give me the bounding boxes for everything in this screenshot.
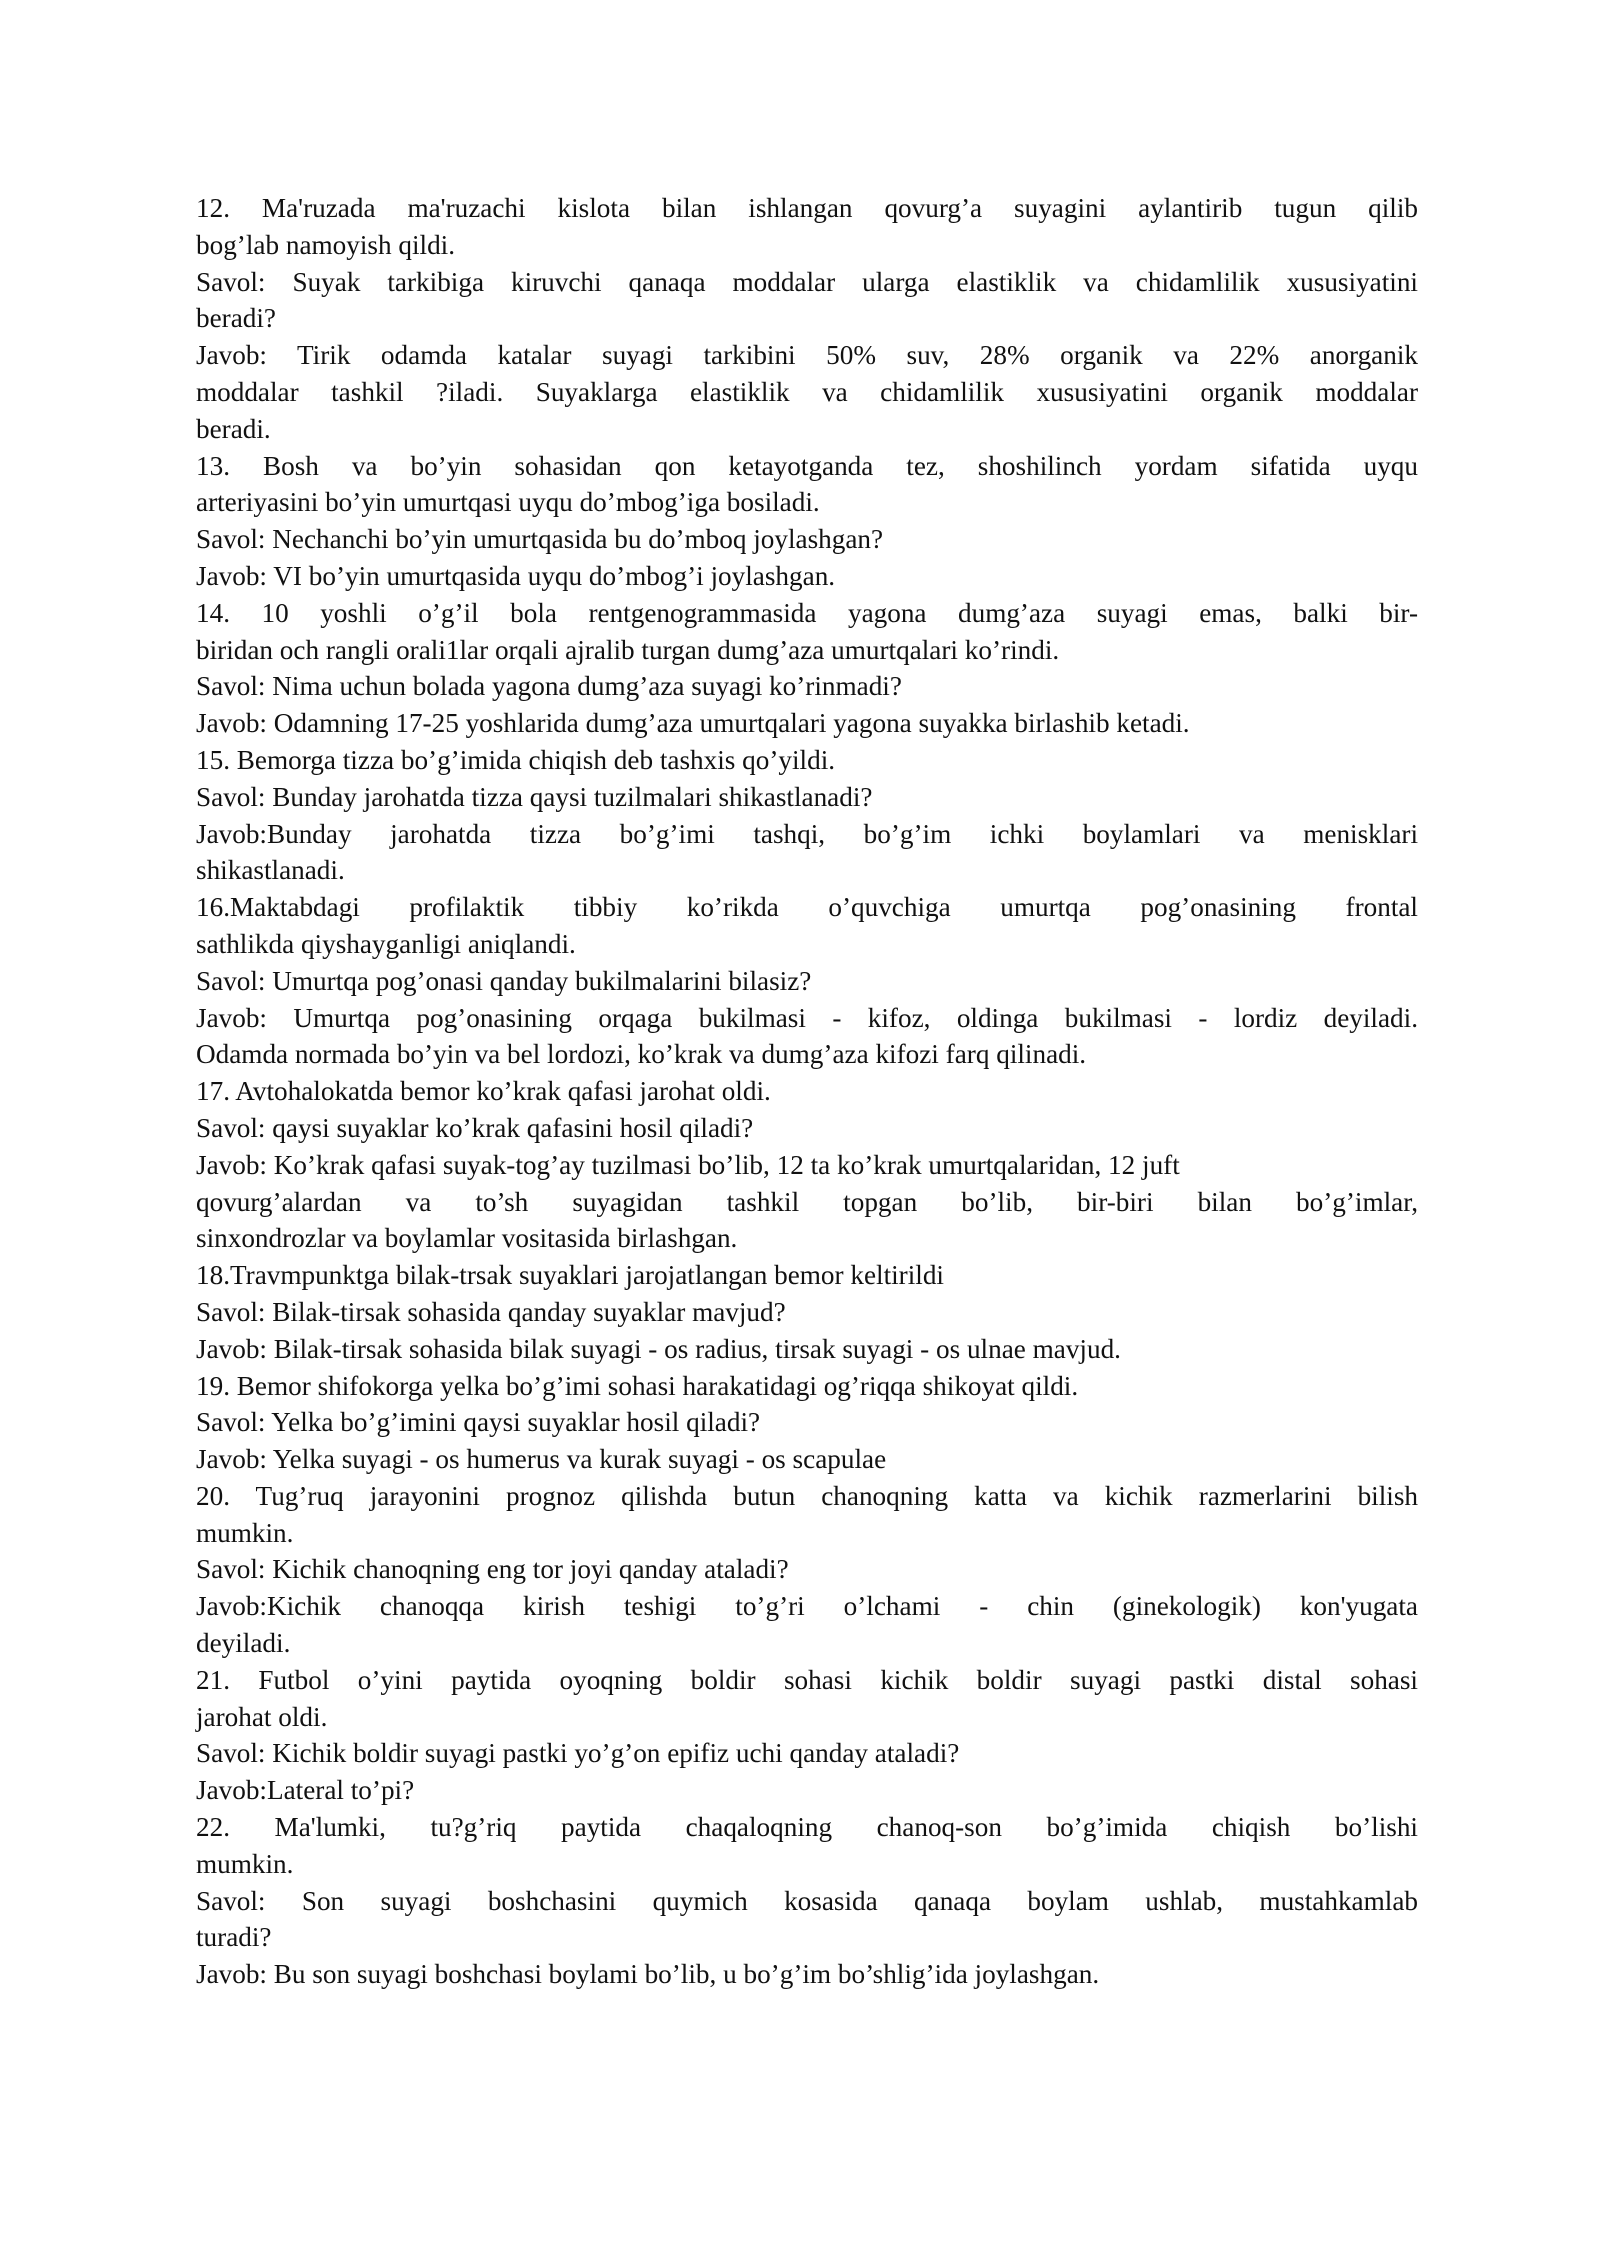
text-line: 20. Tug’ruq jarayonini prognoz qilishda butun chanoqning katta va kichik razmerlarini bilish (196, 1480, 1418, 1511)
text-line: Savol: qaysi suyaklar ko’krak qafasini hosil qiladi? (196, 1112, 754, 1143)
text-line: Javob: Yelka suyagi - os humerus va kurak suyagi - os scapulae (196, 1444, 887, 1475)
text-line: Savol: Suyak tarkibiga kiruvchi qanaqa moddalar ularga elastiklik va chidamlilik xususiyatini (196, 266, 1418, 297)
text-line: turadi? (196, 1922, 272, 1953)
text-line: Savol: Nechanchi bo’yin umurtqasida bu do’mboq joylashgan? (196, 524, 884, 555)
text-line: moddalar tashkil ?iladi. Suyaklarga elastiklik va chidamlilik xususiyatini organik moddalar (196, 376, 1418, 407)
text-line: beradi? (196, 303, 276, 334)
text-line: arteriyasini bo’yin umurtqasi uyqu do’mbog’iga bosiladi. (196, 487, 820, 518)
text-line: Javob: Bilak-tirsak sohasida bilak suyagi - os radius, tirsak suyagi - os ulnae mavjud. (196, 1333, 1121, 1364)
text-line: 19. Bemor shifokorga yelka bo’g’imi sohasi harakatidagi og’riqqa shikoyat qildi. (196, 1370, 1079, 1401)
text-line: Javob: Bu son suyagi boshchasi boylami bo’lib, u bo’g’im bo’shlig’ida joylashgan. (196, 1959, 1100, 1990)
text-line: mumkin. (196, 1517, 294, 1548)
text-line: 13. Bosh va bo’yin sohasidan qon ketayotganda tez, shoshilinch yordam sifatida uyqu (196, 450, 1418, 481)
text-line: sinxondrozlar va boylamlar vositasida birlashgan. (196, 1223, 738, 1254)
text-line: 14. 10 yoshli o’g’il bola rentgenogrammasida yagona dumg’aza suyagi emas, balki bir- (196, 597, 1418, 628)
text-line: Javob:Lateral to’pi? (196, 1775, 415, 1806)
text-line: Savol: Kichik boldir suyagi pastki yo’g’on epifiz uchi qanday ataladi? (196, 1738, 960, 1769)
text-line: bog’lab namoyish qildi. (196, 229, 456, 260)
text-line: Javob: VI bo’yin umurtqasida uyqu do’mbog’i joylashgan. (196, 560, 836, 591)
text-line: Savol: Kichik chanoqning eng tor joyi qanday ataladi? (196, 1554, 789, 1585)
text-line: biridan och rangli orali1lar orqali ajralib turgan dumg’aza umurtqalari ko’rindi. (196, 634, 1060, 665)
text-line: 16.Maktabdagi profilaktik tibbiy ko’rikda o’quvchiga umurtqa pog’onasining frontal (196, 892, 1418, 923)
text-line: 12. Ma'ruzada ma'ruzachi kislota bilan ishlangan qovurg’a suyagini aylantirib tugun qilib (196, 193, 1418, 223)
text-line: Savol: Son suyagi boshchasini quymich kosasida qanaqa boylam ushlab, mustahkamlab (196, 1885, 1418, 1916)
text-line: Javob:Kichik chanoqqa kirish teshigi to’g’ri o’lchami - chin (ginekologik) kon'yugata (196, 1591, 1418, 1622)
text-line: sathlikda qiyshayganligi aniqlandi. (196, 928, 576, 959)
text-line: 15. Bemorga tizza bo’g’imida chiqish deb tashxis qo’yildi. (196, 744, 836, 775)
text-line: Javob:Bunday jarohatda tizza bo’g’imi tashqi, bo’g’im ichki boylamlari va menisklari (196, 818, 1418, 849)
text-line: Odamda normada bo’yin va bel lordozi, ko’krak va dumg’aza kifozi farq qilinadi. (196, 1039, 1087, 1070)
text-line: Savol: Bunday jarohatda tizza qaysi tuzilmalari shikastlanadi? (196, 781, 873, 812)
text-line: shikastlanadi. (196, 855, 345, 886)
text-line: 22. Ma'lumki, tu?g’riq paytida chaqaloqning chanoq-son bo’g’imida chiqish bo’lishi (196, 1812, 1418, 1843)
text-line: deyiladi. (196, 1628, 291, 1659)
text-line: 18.Travmpunktga bilak-trsak suyaklari jarojatlangan bemor keltirildi (196, 1260, 944, 1291)
text-line: mumkin. (196, 1848, 294, 1879)
text-line: Savol: Umurtqa pog’onasi qanday bukilmalarini bilasiz? (196, 965, 812, 996)
text-line: 21. Futbol o’yini paytida oyoqning boldir sohasi kichik boldir suyagi pastki distal sohasi (196, 1664, 1418, 1695)
text-line: jarohat oldi. (196, 1701, 328, 1732)
document-page (196, 190, 1418, 1993)
text-line: beradi. (196, 413, 271, 444)
text-line: Javob: Tirik odamda katalar suyagi tarkibini 50% suv, 28% organik va 22% anorganik (196, 340, 1418, 371)
text-line: qovurg’alardan va to’sh suyagidan tashkil topgan bo’lib, bir-biri bilan bo’g’imlar, (196, 1186, 1418, 1217)
text-line: Savol: Nima uchun bolada yagona dumg’aza suyagi ko’rinmadi? (196, 671, 902, 702)
text-line: Javob: Umurtqa pog’onasining orqaga bukilmasi - kifoz, oldinga bukilmasi - lordiz deyiladi. (196, 1002, 1418, 1033)
text-line: Javob: Ko’krak qafasi suyak-tog’ay tuzilmasi bo’lib, 12 ta ko’krak umurtqalaridan, 12 juft (196, 1149, 1180, 1180)
text-line: Savol: Yelka bo’g’imini qaysi suyaklar hosil qiladi? (196, 1407, 761, 1438)
text-line: Javob: Odamning 17-25 yoshlarida dumg’aza umurtqalari yagona suyakka birlashib ketadi. (196, 708, 1190, 739)
text-line: 17. Avtohalokatda bemor ko’krak qafasi jarohat oldi. (196, 1076, 771, 1107)
text-line: Savol: Bilak-tirsak sohasida qanday suyaklar mavjud? (196, 1296, 786, 1327)
